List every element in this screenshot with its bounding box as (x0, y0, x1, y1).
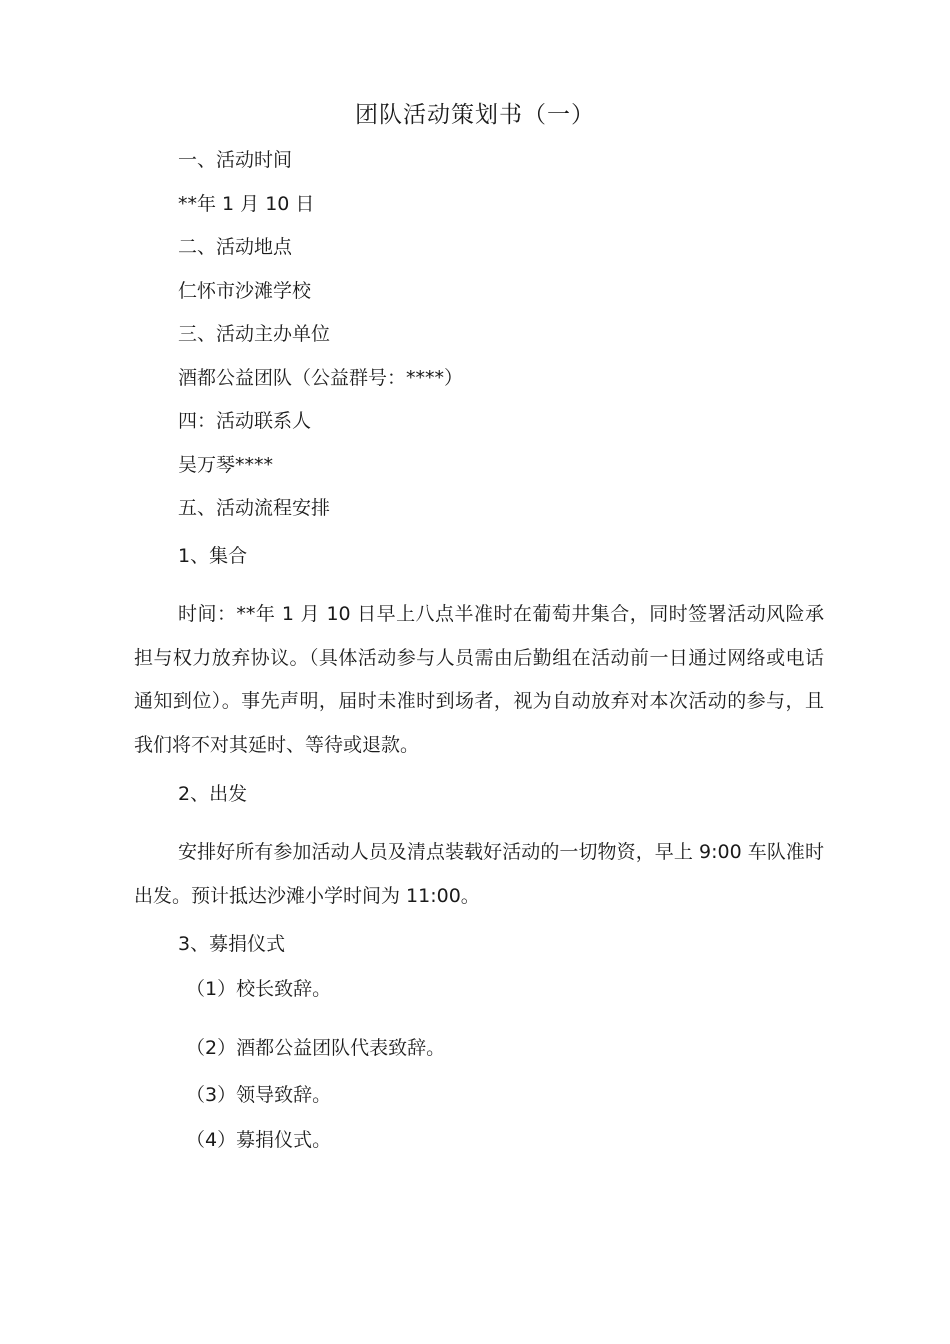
ceremony-item: （4）募捐仪式。 (186, 1129, 332, 1151)
contact-value: 吴万琴**** (178, 454, 274, 476)
organizer-heading: 三、活动主办单位 (178, 323, 331, 345)
ceremony-item: （3）领导致辞。 (186, 1084, 332, 1106)
time-heading: 一、活动时间 (178, 149, 293, 171)
place-heading: 二、活动地点 (178, 236, 293, 258)
ceremony-item: （2）酒都公益团队代表致辞。 (186, 1037, 446, 1059)
place-value: 仁怀市沙滩学校 (178, 280, 312, 302)
ceremony-heading: 3、募捐仪式 (178, 933, 286, 955)
organizer-value: 酒都公益团队（公益群号：****） (178, 367, 464, 389)
gather-paragraph: 时间：**年 1 月 10 日早上八点半准时在葡萄井集合，同时签署活动风险承担与权力放弃协议。（具体活动参与人员需由后勤组在活动前一日通过网络或电话通知到位）。事先声明，届时未准时到场者，视为自动放弃对本次活动的参与，且我们将不对其延时、等待或退款。 (134, 603, 824, 756)
ceremony-item: （1）校长致辞。 (186, 978, 332, 1000)
document-title: 团队活动策划书（一） (355, 102, 595, 128)
depart-paragraph: 安排好所有参加活动人员及清点装载好活动的一切物资，早上 9:00 车队准时出发。预计抵达沙滩小学时间为 11:00。 (134, 841, 824, 907)
flow-heading: 五、活动流程安排 (178, 497, 331, 519)
time-value: **年 1 月 10 日 (178, 193, 315, 215)
depart-heading: 2、出发 (178, 783, 248, 805)
contact-heading: 四：活动联系人 (178, 410, 312, 432)
gather-heading: 1、集合 (178, 545, 248, 567)
